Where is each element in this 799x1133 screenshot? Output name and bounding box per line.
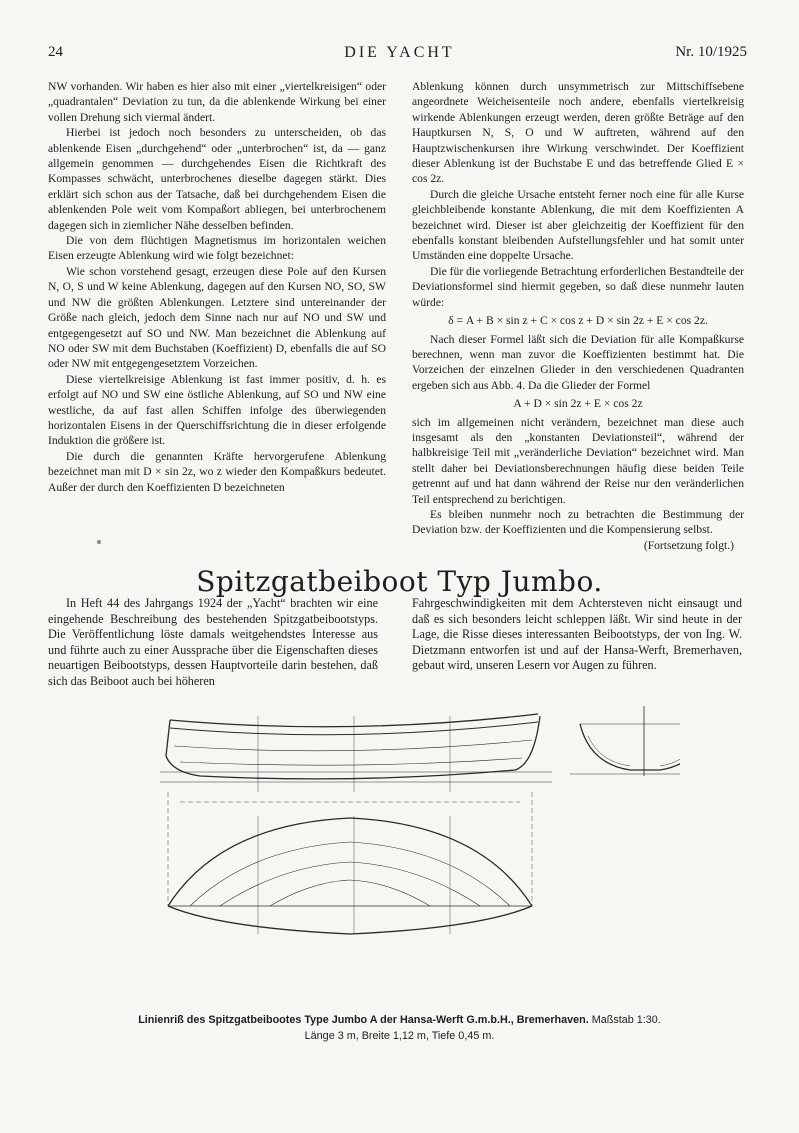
print-speck: [97, 540, 101, 544]
half-breadth-plan: [168, 816, 532, 934]
caption-scale: Maßstab 1:30.: [591, 1014, 661, 1026]
paragraph: Nach dieser Formel läßt sich die Deviation für alle Kompaßkurse berechnen, wenn man zuvor die Koeffizienten bestimmt hat. Die Vorzeichen der einzelnen Glieder in den verschiedenen Quadranten ergeben sich aus Abb. 4. Da die Glieder der Formel: [412, 332, 744, 392]
caption-dimensions: Länge 3 m, Breite 1,12 m, Tiefe 0,45 m.: [304, 1030, 495, 1042]
paragraph: Die für die vorliegende Betrachtung erforderlichen Bestandteile der Deviationsformel sind hiermit gegeben, so daß diese nunmehr lauten würde:: [412, 264, 744, 309]
paragraph: Die von dem flüchtigen Magnetismus im horizontalen weichen Eisen erzeugte Ablenkung wird wie folgt bezeichnet:: [48, 234, 386, 263]
paragraph: Durch die gleiche Ursache entsteht ferner noch eine für alle Kurse gleichbleibende konstante Ablenkung, die mit dem Koeffizienten A bezeichnet wird. Dieser ist aber gleichzeitig der Koeffizient für den ebenfalls konstant bleibenden Aufstellungsfehler und hat somit unter Umständen eine doppelte Ursache.: [412, 187, 744, 263]
paragraph: Wie schon vorstehend gesagt, erzeugen diese Pole auf den Kursen N, O, S und W keine Ablenkung, dagegen auf den Kursen NO, SO, SW und NW die größten Ablenkungen. Letztere sind untereinander der Größe nach gleich, jedoch dem Sinne nach nur auf NO und SW und entgegengesetzt auf SO und NW. Man bezeichnet die Ablenkung auf NO oder SW mit dem Buchstaben (Koeffizient) D, ebenfalls die auf SO oder NW mit entgegengesetztem Vorzeichen.: [48, 264, 386, 371]
figure-caption: [0, 1014, 799, 1026]
article2-left-column: [48, 596, 378, 690]
issue-number: Nr. 10/1925: [675, 44, 747, 60]
paragraph: Hierbei ist jedoch noch besonders zu unterscheiden, ob das ablenkende Eisen „durchgehend“ oder „unterbrochen“ ist, da — ganz allgemein genommen — durchgehendes Eisen die Richtkraft des Kompasses schwächt, unterbrochenes dieselbe dagegen stärkt. Dies erklärt sich schon aus der Tatsache, daß bei durchgehendem Eisen die ablenkenden Pole weit vom Kompaßort abliegen, bei unterbrochenem dagegen sich in ziemlicher Nähe desselben befinden.: [48, 126, 386, 232]
continuation-note: (Fortsetzung folgt.): [643, 538, 734, 552]
paragraph: Ablenkung können durch unsymmetrisch zur Mittschiffsebene angeordnete Weicheisenteile noch andere, ebenfalls viertelkreisig wirkende Ablenkungen erzeugt werden, deren größte Beträge auf den Hauptkursen N, S, O und W auftreten, während auf den Hauptzwischenkursen ihre Wirkung verschwindet. Der Koeffizient dieser Ablenkung ist der Buchstabe E und das betreffende Glied E × cos 2z.: [412, 80, 744, 186]
journal-title: DIE YACHT: [344, 44, 455, 61]
profile-view: [160, 714, 552, 792]
page-number: 24: [48, 44, 63, 60]
paragraph: NW vorhanden. Wir haben es hier also mit einer „viertelkreisigen“ oder „quadrantalen“ Deviation zu tun, da die ablenkende Wirkung bei einer vollen Drehung sich viermal ändert.: [48, 80, 386, 124]
construction-lines: [168, 792, 532, 906]
deviation-formula: δ = A + B × sin z + C × cos z + D × sin 2z + E × cos 2z.: [448, 314, 708, 328]
paragraph: sich im allgemeinen nicht verändern, bezeichnet man diese auch insgesamt als den „konstanten Deviationsteil“, während der halbkreisige Teil mit „veränderliche Deviation“ bezeichnet wird. Man stellt daher bei Deviationsberechnungen häufig diese beiden Teile getrennt auf und hat dann während der Reise nur den veränderlichen Teil entsprechend zu berichtigen.: [412, 415, 744, 506]
paragraph: In Heft 44 des Jahrgangs 1924 der „Yacht“ brachten wir eine eingehende Beschreibung des bestehenden Spitzgatbeibootstyps. Die Veröffentlichung löste damals weitgehendstes Interesse aus und führte auch zu einer Aussprache über die Eigenschaften dieses neuartigen Beibootstyps, dessen Hauptvorteile darin bestehen, daß sich das Beiboot auch bei höheren: [48, 596, 378, 688]
article1-right-column: [412, 79, 744, 553]
constant-part-formula: A + D × sin 2z + E × cos 2z: [513, 397, 643, 411]
paragraph: Diese viertelkreisige Ablenkung ist fast immer positiv, d. h. es erfolgt auf NO und SW eine östliche Ablenkung, auf SO und NW eine westliche, da auf fast allen Schiffen infolge des überwiegenden horizontalen Eisens in der Querschiffsrichtung die in dieser erfolgende Induktion die größere ist.: [48, 372, 386, 448]
body-plan: [570, 706, 680, 776]
paragraph: Die durch die genannten Kräfte hervorgerufene Ablenkung bezeichnet man mit D × sin 2z, wo z wieder den Kompaßkurs bedeutet. Außer der durch den Koeffizienten D bezeichneten: [48, 449, 386, 494]
article-title: Spitzgatbeiboot Typ Jumbo.: [196, 564, 603, 598]
lines-plan-drawing: [160, 706, 680, 936]
caption-main: Linienriß des Spitzgatbeibootes Type Jumbo A der Hansa-Werft G.m.b.H., Bremerhaven.: [138, 1014, 589, 1026]
article2-right-column: [412, 596, 742, 674]
paragraph: Es bleiben nunmehr noch zu betrachten die Bestimmung der Deviation bzw. der Koeffizienten und die Kompensierung selbst.: [412, 507, 744, 537]
article1-left-column: [48, 79, 386, 495]
paragraph: Fahrgeschwindigkeiten mit dem Achtersteven nicht einsaugt und daß es sich besonders leicht schleppen läßt. Wir sind heute in der Lage, die Risse dieses interessanten Beibootstyps, der von Ing. W. Dietzmann entworfen ist und auf der Hansa-Werft, Bremerhaven, gebaut wird, unseren Lesern vor Augen zu führen.: [412, 596, 742, 673]
